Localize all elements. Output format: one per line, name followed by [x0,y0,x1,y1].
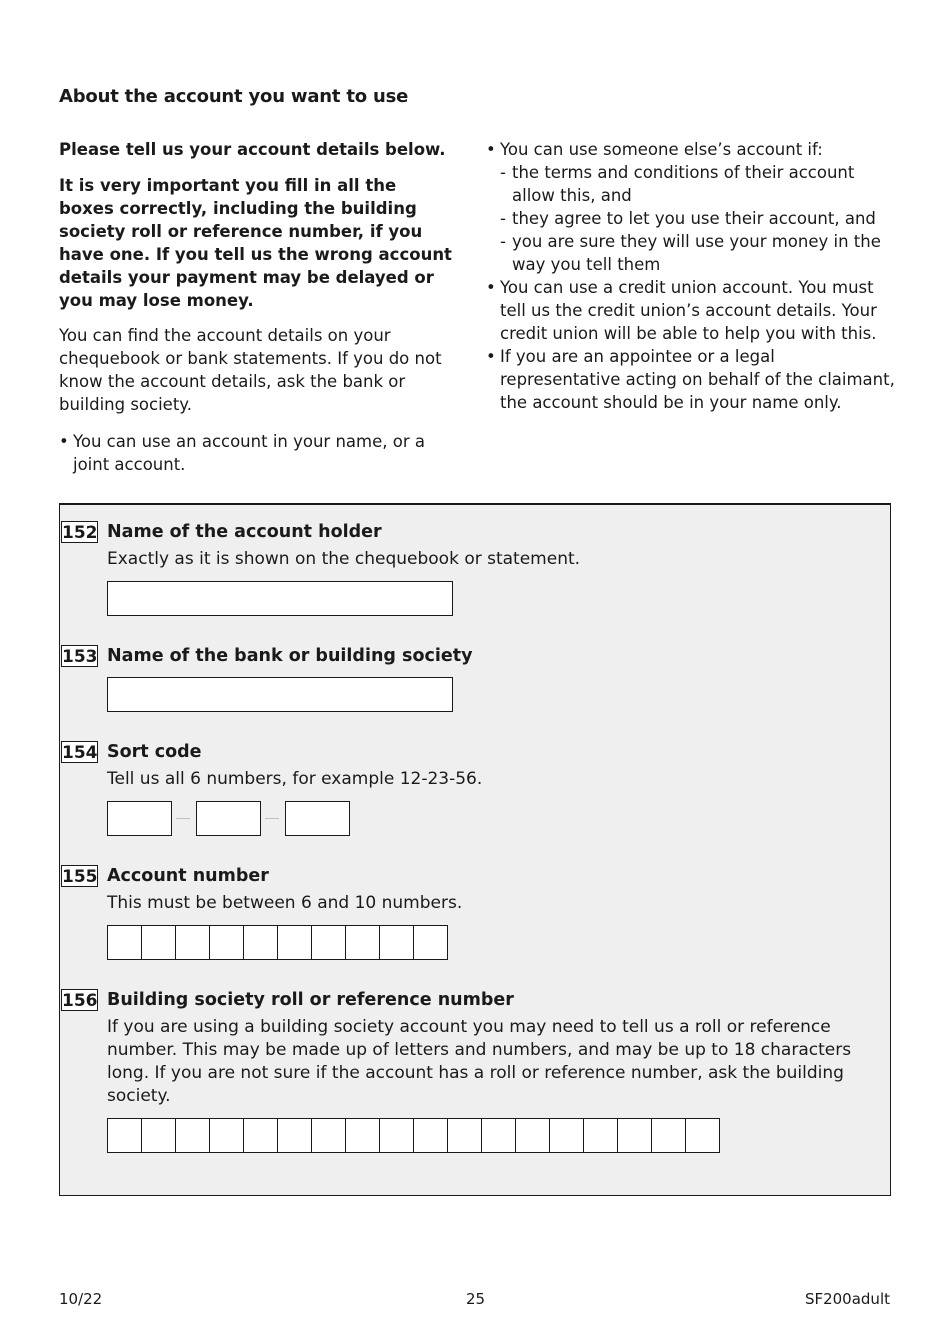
bullet-someone-else-text: You can use someone else’s account if: [500,140,823,159]
bank-name-input[interactable] [107,677,453,712]
character-cell[interactable] [584,1119,618,1152]
account-number-input[interactable] [107,925,448,960]
right-column [486,138,896,414]
condition-item: - you are sure they will use your money in the way you tell them [500,230,896,276]
character-cell[interactable] [278,926,312,959]
intro-column [59,138,453,476]
character-cell[interactable] [108,1119,142,1152]
character-cell[interactable] [414,926,448,959]
roll-reference-input[interactable] [107,1118,720,1153]
question-number-154: 154 [62,743,98,763]
question-hint-155: This must be between 6 and 10 numbers. [107,893,463,913]
character-cell[interactable] [380,1119,414,1152]
sort-code-part-1[interactable] [107,801,172,836]
bullet-credit-union: • You can use a credit union account. You must tell us the credit union’s account details. Your credit union will be able to help you with this. [486,276,896,345]
character-cell[interactable] [312,926,346,959]
question-title-155: Account number [107,866,269,886]
character-cell[interactable] [142,926,176,959]
intro-warning: It is very important you fill in all the boxes correctly, including the building society roll or reference number, if you have one. If you tell us the wrong account details your payment may be delayed or you may lose money. [59,176,452,310]
character-cell[interactable] [244,926,278,959]
question-hint-156: If you are using a building society account you may need to tell us a roll or reference number. This may be made up of letters and numbers, and may be up to 18 characters long. If you are not sure if the account has a roll or reference number, ask the building society. [107,1017,852,1106]
intro-find-details: You can find the account details on your chequebook or bank statements. If you do not know the account details, ask the bank or building society. [59,326,442,414]
character-cell[interactable] [380,926,414,959]
character-cell[interactable] [550,1119,584,1152]
character-cell[interactable] [210,926,244,959]
intro-bold-line: Please tell us your account details below. [59,140,446,159]
character-cell[interactable] [346,926,380,959]
character-cell[interactable] [686,1119,720,1152]
question-number-152: 152 [62,523,98,543]
character-cell[interactable] [210,1119,244,1152]
right-bullet-list [486,138,896,414]
sort-code-separator [176,818,190,819]
character-cell[interactable] [346,1119,380,1152]
footer-page-number: 25 [466,1290,486,1308]
character-cell[interactable] [618,1119,652,1152]
left-bullet-joint-account: • You can use an account in your name, or a joint account. [59,430,453,476]
question-title-154: Sort code [107,742,202,762]
sort-code-separator [265,818,279,819]
left-bullet-list [59,430,453,476]
sort-code-part-3[interactable] [285,801,350,836]
character-cell[interactable] [448,1119,482,1152]
condition-list [500,161,896,276]
character-cell[interactable] [278,1119,312,1152]
character-cell[interactable] [176,926,210,959]
question-hint-152: Exactly as it is shown on the chequebook or statement. [107,549,581,569]
bullet-appointee: • If you are an appointee or a legal representative acting on behalf of the claimant, the account should be in your name only. [486,345,896,414]
character-cell[interactable] [142,1119,176,1152]
footer-form-code: SF200adult [804,1290,890,1308]
question-number-155: 155 [62,867,98,887]
question-hint-154: Tell us all 6 numbers, for example 12-23-56. [107,769,483,789]
bullet-someone-else [486,138,896,276]
account-holder-name-input[interactable] [107,581,453,616]
character-cell[interactable] [244,1119,278,1152]
question-title-156: Building society roll or reference number [107,990,514,1010]
character-cell[interactable] [482,1119,516,1152]
question-number-156: 156 [62,991,98,1011]
character-cell[interactable] [414,1119,448,1152]
character-cell[interactable] [652,1119,686,1152]
question-title-152: Name of the account holder [107,522,382,542]
condition-item: - the terms and conditions of their account allow this, and [500,161,896,207]
character-cell[interactable] [108,926,142,959]
section-heading: About the account you want to use [59,86,409,107]
footer-date: 10/22 [59,1290,103,1308]
character-cell[interactable] [176,1119,210,1152]
character-cell[interactable] [516,1119,550,1152]
question-number-153: 153 [62,647,98,667]
sort-code-part-2[interactable] [196,801,261,836]
character-cell[interactable] [312,1119,346,1152]
condition-item: - they agree to let you use their account, and [500,207,896,230]
question-title-153: Name of the bank or building society [107,646,473,666]
